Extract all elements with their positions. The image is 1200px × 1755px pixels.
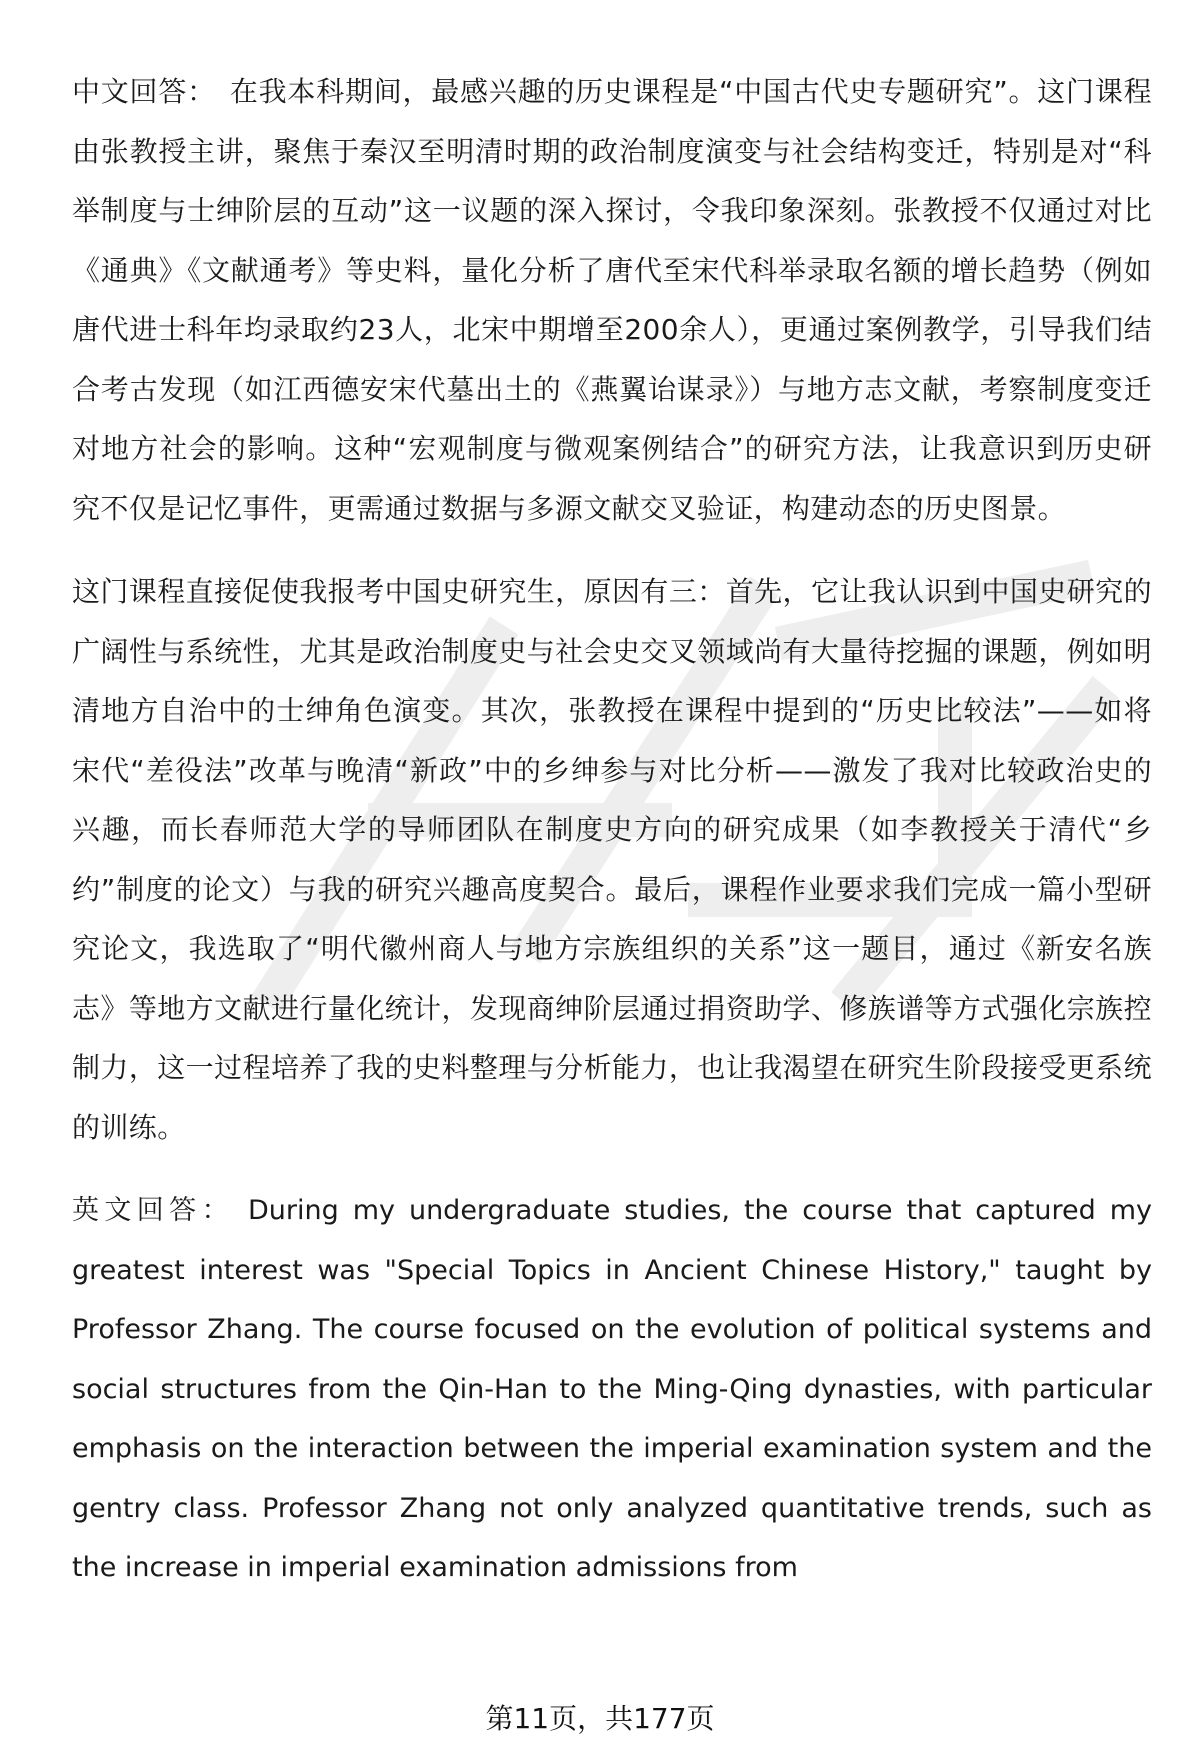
- chinese-answer-text: 在我本科期间，最感兴趣的历史课程是“中国古代史专题研究”。这门课程由张教授主讲，聚焦于秦汉至明清时期的政治制度演变与社会结构变迁，特别是对“科举制度与士绅阶层的互动”这一议题的深入探讨，令我印象深刻。张教授不仅通过对比《通典》《文献通考》等史料，量化分析了唐代至宋代科举录取名额的增长趋势（例如唐代进士科年均录取约23人，北宋中期增至200余人），更通过案例教学，引导我们结合考古发现（如江西德安宋代墓出土的《燕翼诒谋录》）与地方志文献，考察制度变迁对地方社会的影响。这种“宏观制度与微观案例结合”的研究方法，让我意识到历史研究不仅是记忆事件，更需通过数据与多源文献交叉验证，构建动态的历史图景。: [72, 75, 1152, 525]
- english-answer-text: During my undergraduate studies, the course that captured my greatest interest was "Special Topics in Ancient Chinese History," taught by Professor Zhang. The course focused on the evolution of political systems and social structures from the Qin-Han to the Ming-Qing dynasties, with particular emphasis on the interaction between the imperial examination system and the gentry class. Professor Zhang not only analyzed quantitative trends, such as the increase in imperial examination admissions from: [72, 1195, 1153, 1583]
- chinese-answer-paragraph: [72, 62, 1152, 538]
- english-answer-label: 英文回答：: [72, 1195, 234, 1226]
- document-body: [72, 62, 1152, 1598]
- motivation-paragraph: [72, 562, 1152, 1157]
- motivation-text: 这门课程直接促使我报考中国史研究生，原因有三：首先，它让我认识到中国史研究的广阔性与系统性，尤其是政治制度史与社会史交叉领域尚有大量待挖掘的课题，例如明清地方自治中的士绅角色演变。其次，张教授在课程中提到的“历史比较法”——如将宋代“差役法”改革与晚清“新政”中的乡绅参与对比分析——激发了我对比较政治史的兴趣，而长春师范大学的导师团队在制度史方向的研究成果（如李教授关于清代“乡约”制度的论文）与我的研究兴趣高度契合。最后，课程作业要求我们完成一篇小型研究论文，我选取了“明代徽州商人与地方宗族组织的关系”这一题目，通过《新安名族志》等地方文献进行量化统计，发现商绅阶层通过捐资助学、修族谱等方式强化宗族控制力，这一过程培养了我的史料整理与分析能力，也让我渴望在研究生阶段接受更系统的训练。: [72, 575, 1152, 1144]
- chinese-answer-label: 中文回答：: [72, 75, 216, 108]
- page-number-footer: 第11页，共177页: [485, 1702, 715, 1735]
- english-answer-paragraph: [72, 1181, 1152, 1598]
